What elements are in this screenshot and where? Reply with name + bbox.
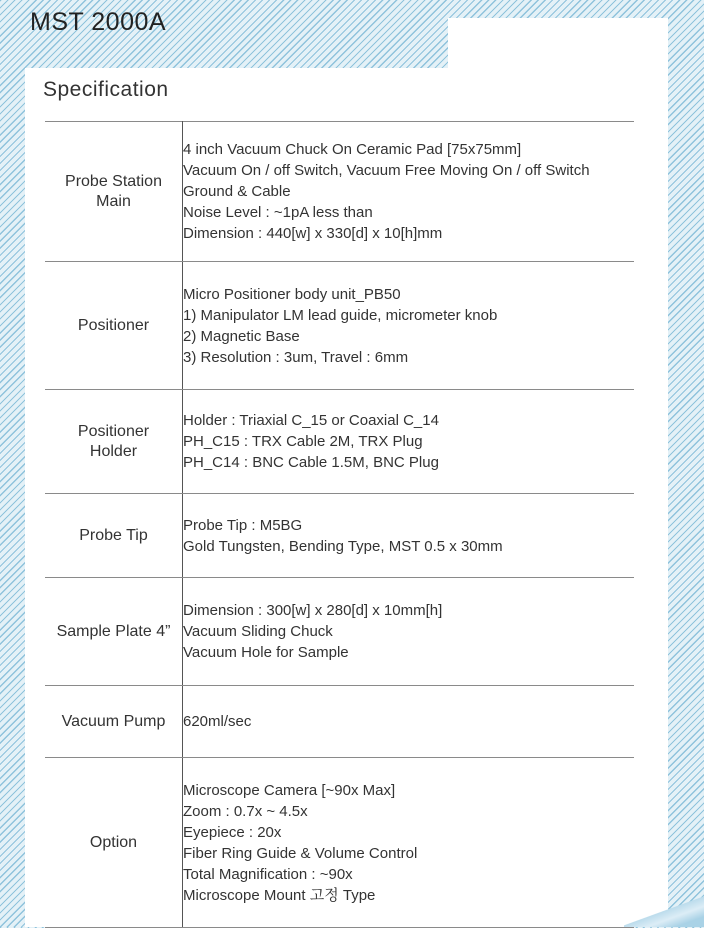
spec-line: Microscope Mount 고정 Type [183,886,376,904]
corner-decoration [624,887,704,927]
spec-row-label: Sample Plate 4” [45,578,183,686]
spec-row-label: Option [45,758,183,928]
spec-line: Probe Tip : M5BG [183,516,303,534]
spec-row [45,262,634,390]
spec-row [45,758,634,928]
spec-heading: Specification [43,78,169,101]
spec-row-content [183,758,635,928]
spec-line: Vacuum Sliding Chuck [183,623,333,640]
spec-row-label: Probe Station Main [45,122,183,262]
spec-line: Holder : Triaxial C_15 or Coaxial C_14 [183,412,439,429]
spec-row-content [183,262,635,390]
spec-line: PH_C15 : TRX Cable 2M, TRX Plug [183,433,423,450]
spec-row [45,390,634,494]
spec-line: Fiber Ring Guide & Volume Control [183,844,418,862]
spec-row-label: Positioner Holder [45,390,183,494]
spec-row [45,122,634,262]
spec-row-label: Positioner [45,262,183,390]
spec-row-content [183,494,635,578]
spec-row-content [183,122,635,262]
spec-line: Vacuum On / off Switch, Vacuum Free Moving On / off Switch [183,162,590,179]
spec-row-content [183,390,635,494]
spec-line: Zoom : 0.7x ~ 4.5x [183,802,308,820]
spec-line: Ground & Cable [183,183,291,200]
spec-row [45,494,634,578]
spec-line: 2) Magnetic Base [183,327,300,345]
spec-row-content [183,578,635,686]
spec-row [45,686,634,758]
spec-row-content [183,686,635,758]
spec-line: PH_C14 : BNC Cable 1.5M, BNC Plug [183,454,439,471]
spec-card [25,68,668,927]
spec-line: Noise Level : ~1pA less than [183,204,373,221]
spec-line: 3) Resolution : 3um, Travel : 6mm [183,348,409,366]
spec-line: 4 inch Vacuum Chuck On Ceramic Pad [75x75mm] [183,141,522,158]
spec-line: Micro Positioner body unit_PB50 [183,285,401,303]
spec-table [45,121,634,928]
spec-row-label: Vacuum Pump [45,686,183,758]
spec-row [45,578,634,686]
spec-line: 1) Manipulator LM lead guide, micrometer knob [183,306,498,324]
page-title: MST 2000A [30,8,167,36]
spec-line: Gold Tungsten, Bending Type, MST 0.5 x 30mm [183,537,503,555]
spec-line: Dimension : 440[w] x 330[d] x 10[h]mm [183,225,443,242]
spec-line: Microscope Camera [~90x Max] [183,781,396,799]
spec-line: Eyepiece : 20x [183,823,282,841]
spec-line: Vacuum Hole for Sample [183,644,349,661]
spec-line: 620ml/sec [183,713,252,730]
spec-row-label: Probe Tip [45,494,183,578]
spec-line: Dimension : 300[w] x 280[d] x 10mm[h] [183,602,443,619]
spec-line: Total Magnification : ~90x [183,865,353,883]
